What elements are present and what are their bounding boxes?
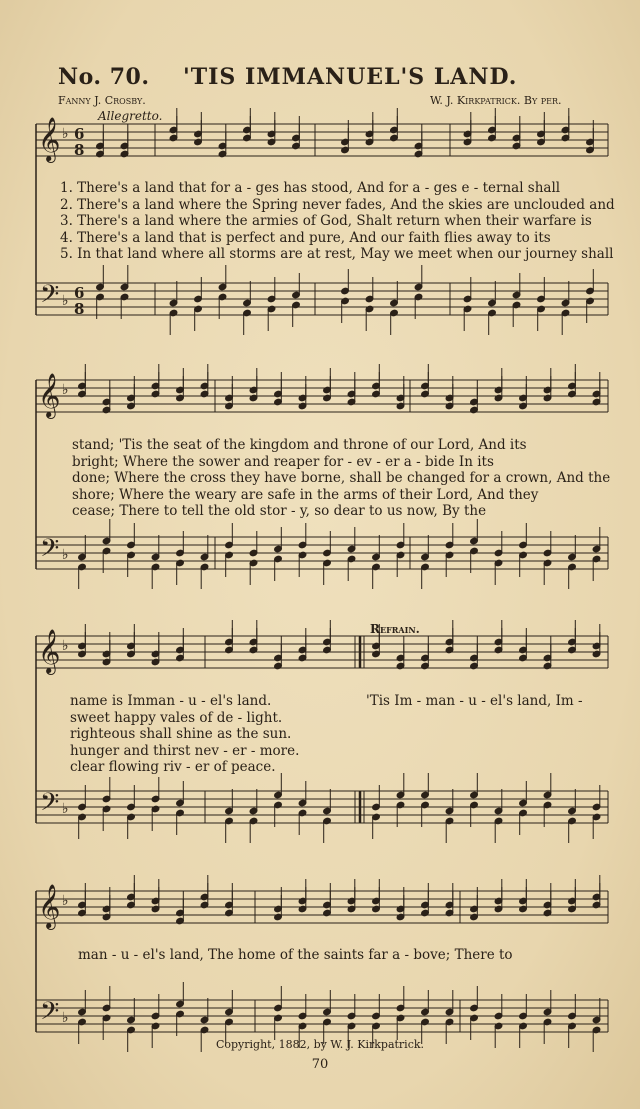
flat-sign: ♭ (62, 638, 69, 654)
flat-sign: ♭ (62, 382, 69, 398)
lyric-line: hunger and thirst nev - er - more. (70, 742, 300, 759)
lyric-line: 5. In that land where all storms are at rest, May we meet when our journey shall (60, 246, 614, 262)
lyric-line: 4. There's a land that is perfect and pure, And our faith flies away to its (60, 229, 551, 246)
flat-sign: ♭ (62, 547, 69, 563)
time-signature-bottom: 8 (74, 300, 85, 318)
bass-clef: 𝄢 (40, 997, 60, 1032)
bass-clef: 𝄢 (40, 280, 60, 315)
treble-clef: 𝄞 (38, 629, 61, 673)
lyric-line: bright; Where the sower and reaper for - ev - er a - bide In its (72, 453, 494, 470)
flat-sign: ♭ (62, 801, 69, 817)
tempo-marking: Allegretto. (98, 109, 163, 123)
lyric-line: done; Where the cross they have borne, shall be changed for a crown, And the (72, 470, 611, 486)
flat-sign: ♭ (62, 293, 69, 309)
flat-sign: ♭ (62, 1010, 69, 1026)
flat-sign: ♭ (62, 126, 69, 142)
composer-credit: W. J. Kirkpatrick. By per. (430, 94, 562, 107)
verse-block-2 (72, 437, 610, 520)
time-signature-top: 6 (74, 125, 85, 143)
lyric-line: clear flowing riv - er of peace. (70, 759, 276, 775)
treble-clef: 𝄞 (38, 884, 61, 928)
lyric-line: 2. There's a land where the Spring never fades, And the skies are unclouded and (60, 196, 615, 213)
verse-block-1 (60, 180, 615, 263)
hymn-number: No. 70. (58, 64, 150, 90)
hymn-title: 'TIS IMMANUEL'S LAND. (183, 64, 518, 90)
bass-clef: 𝄢 (40, 788, 60, 823)
page-number: 70 (311, 1057, 329, 1072)
lyric-line: cease; There to tell the old stor - y, so dear to us now, By the (72, 503, 487, 519)
treble-clef: 𝄞 (38, 117, 61, 161)
lyric-line: 3. There's a land where the armies of God, Shalt return when their warfare is (60, 213, 592, 229)
lyric-line: sweet happy vales of de - light. (70, 709, 283, 726)
lyric-line: shore; Where the weary are safe in the arms of their Lord, And they (72, 486, 539, 503)
bass-clef: 𝄢 (40, 534, 60, 569)
lyric-line: righteous shall shine as the sun. (70, 726, 292, 742)
lyric-line: name is Imman - u - el's land. (70, 693, 272, 709)
author-credit: Fanny J. Crosby. (58, 94, 146, 107)
time-signature-bottom: 8 (74, 141, 85, 159)
treble-clef: 𝄞 (38, 373, 61, 417)
verse-block-3 (70, 693, 299, 776)
lyric-line: stand; 'Tis the seat of the kingdom and throne of our Lord, And its (72, 437, 527, 453)
refrain-lyric: 'Tis Im - man - u - el's land, Im - (366, 693, 583, 709)
time-signature-top: 6 (74, 284, 85, 302)
lyric-line: 1. There's a land that for a - ges has stood, And for a - ges e - ternal shall (60, 180, 561, 196)
refrain-label: Refrain. (370, 622, 420, 636)
refrain-lyric: man - u - el's land, The home of the saints far a - bove; There to (78, 947, 513, 963)
copyright-notice: Copyright, 1882, by W. J. Kirkpatrick. (215, 1038, 425, 1051)
flat-sign: ♭ (62, 893, 69, 909)
